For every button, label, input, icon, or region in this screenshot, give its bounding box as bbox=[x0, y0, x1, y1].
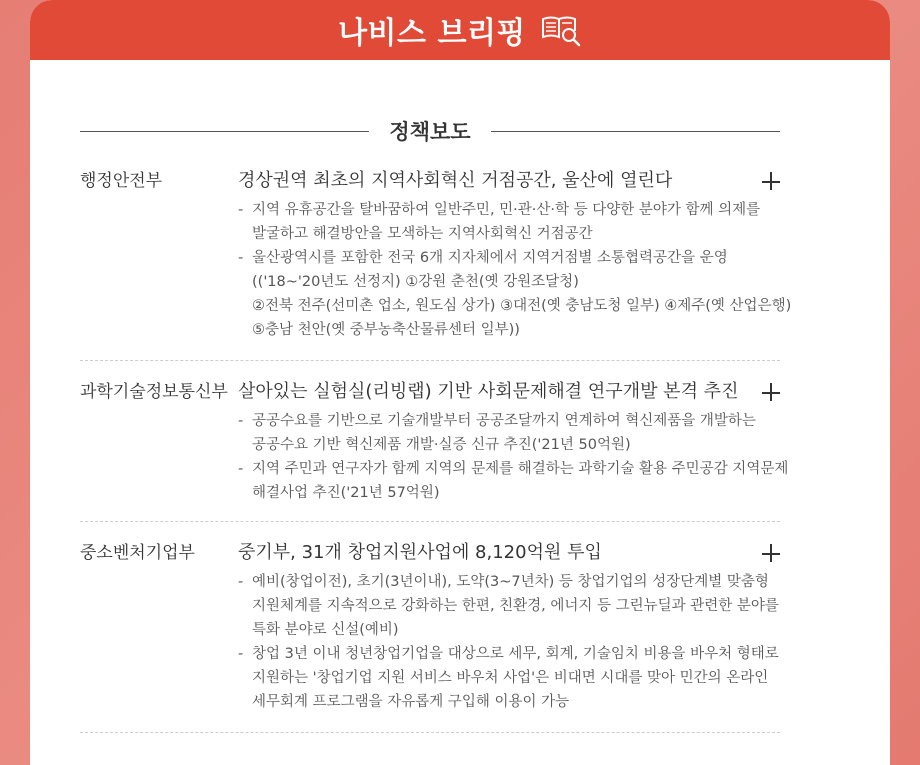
news-list bbox=[80, 160, 792, 733]
news-item bbox=[80, 361, 789, 522]
news-content bbox=[238, 540, 780, 714]
summary-line: ⑤충남 천안(옛 중부농축산물류센터 일부)) bbox=[252, 322, 520, 338]
summary-line: 지원체계를 지속적으로 강화하는 한편, 친환경, 에너지 등 그린뉴딜과 관련한 분야를 bbox=[252, 598, 779, 614]
expand-plus-icon[interactable] bbox=[762, 172, 780, 190]
divider-left bbox=[80, 131, 369, 132]
summary-line: - 창업 3년 이내 청년창업기업을 대상으로 세무, 회계, 기술임치 비용을 바우처 형태로 bbox=[252, 646, 779, 662]
summary-line: - 공공수요를 기반으로 기술개발부터 공공조달까지 연계하여 혁신제품을 개발하는 bbox=[252, 413, 756, 429]
news-summary-bullet bbox=[238, 246, 791, 342]
news-headline[interactable]: 중기부, 31개 창업지원사업에 8,120억원 투입 bbox=[238, 542, 602, 563]
news-headline[interactable]: 경상권역 최초의 지역사회혁신 거점공간, 울산에 열린다 bbox=[238, 170, 673, 191]
ministry-name: 중소벤처기업부 bbox=[80, 543, 195, 563]
ministry-name: 행정안전부 bbox=[80, 171, 163, 191]
banner-title: 나비스 브리핑 bbox=[338, 16, 526, 51]
news-item bbox=[80, 160, 792, 361]
summary-line: 발굴하고 해결방안을 모색하는 지역사회혁신 거점공간 bbox=[252, 226, 593, 242]
summary-line: - 지역 유휴공간을 탈바꿈하여 일반주민, 민·관·산·학 등 다양한 분야가 함께 의제를 bbox=[252, 202, 761, 218]
expand-plus-icon[interactable] bbox=[762, 544, 780, 562]
news-content bbox=[238, 168, 791, 342]
news-summary-bullet bbox=[238, 198, 791, 246]
news-summary-bullet bbox=[238, 570, 780, 642]
summary-line: 지원하는 '창업기업 지원 서비스 바우처 사업'은 비대면 시대를 맞아 민간의 온라인 bbox=[252, 670, 769, 686]
summary-line: 특화 분야로 신설(예비) bbox=[252, 622, 399, 638]
summary-line: 공공수요 기반 혁신제품 개발·실증 신규 추진('21년 50억원) bbox=[252, 437, 631, 453]
news-summary-bullet bbox=[238, 457, 788, 505]
expand-plus-icon[interactable] bbox=[762, 383, 780, 401]
news-item bbox=[80, 522, 780, 733]
section-heading bbox=[80, 116, 780, 146]
section-title: 정책보도 bbox=[389, 120, 471, 144]
summary-line: (('18~'20년도 선정지) ①강원 춘천(옛 강원조달청) bbox=[252, 274, 579, 290]
summary-line: 세무회계 프로그램을 자유롭게 구입해 이용이 가능 bbox=[252, 694, 570, 710]
banner bbox=[30, 0, 890, 60]
summary-line: - 지역 주민과 연구자가 함께 지역의 문제를 해결하는 과학기술 활용 주민공감 지역문제 bbox=[252, 461, 789, 477]
news-content bbox=[238, 379, 788, 505]
summary-line: 해결사업 추진('21년 57억원) bbox=[252, 485, 440, 501]
news-summary-bullet bbox=[238, 409, 788, 457]
book-magnifier-icon bbox=[540, 13, 582, 47]
divider-right bbox=[491, 131, 780, 132]
summary-line: - 울산광역시를 포함한 전국 6개 지자체에서 지역거점별 소통협력공간을 운영 bbox=[252, 250, 728, 266]
summary-line: - 예비(창업이전), 초기(3년이내), 도약(3~7년차) 등 창업기업의 성장단계별 맞춤형 bbox=[252, 574, 769, 590]
news-headline[interactable]: 살아있는 실험실(리빙랩) 기반 사회문제해결 연구개발 본격 추진 bbox=[238, 381, 739, 402]
ministry-name: 과학기술정보통신부 bbox=[80, 382, 228, 402]
news-summary-bullet bbox=[238, 642, 780, 714]
summary-line: ②전북 전주(선미촌 업소, 원도심 상가) ③대전(옛 충남도청 일부) ④제주(옛 산업은행) bbox=[252, 298, 792, 314]
